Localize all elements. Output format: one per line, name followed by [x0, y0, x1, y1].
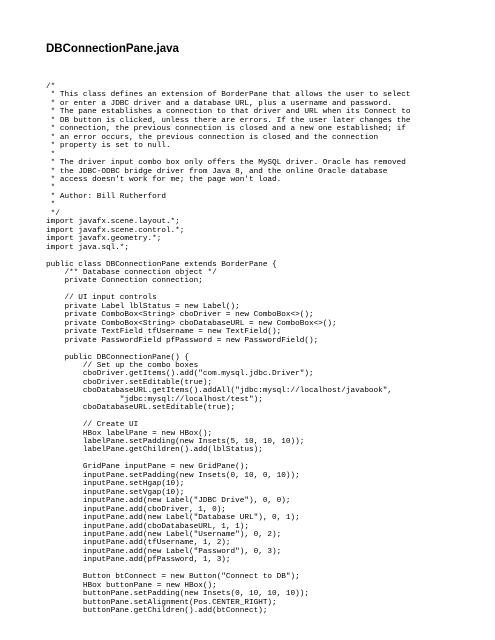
code-line: cboDriver.setEditable(true);: [46, 378, 213, 387]
code-line: import javafx.scene.control.*;: [46, 226, 185, 235]
code-line: HBox labelPane = new HBox();: [46, 429, 213, 438]
code-line: import java.sql.*;: [46, 243, 130, 252]
code-line: [46, 286, 410, 294]
code-line: inputPane.add(tfUsername, 1, 2);: [46, 539, 231, 548]
code-line: [46, 565, 410, 573]
code-line: * Author: Bill Rutherford: [46, 192, 166, 201]
code-line: labelPane.setPadding(new Insets(5, 10, 10, 10));: [46, 438, 305, 447]
code-line: cboDatabaseURL.setEditable(true);: [46, 404, 236, 413]
code-line: private ComboBox<String> cboDatabaseURL = new ComboBox<>();: [46, 319, 337, 328]
code-line: cboDatabaseURL.getItems().addAll("jdbc:mysql://localhost/javabook",: [46, 387, 392, 396]
code-line: inputPane.setVgap(10);: [46, 488, 185, 497]
code-line: inputPane.add(pfPassword, 1, 3);: [46, 556, 231, 565]
code-line: inputPane.setPadding(new Insets(0, 10, 0, 10));: [46, 471, 300, 480]
code-line: inputPane.add(new Label("Password"), 0, 3);: [46, 547, 282, 556]
code-line: cboDriver.getItems().add("com.mysql.jdbc.Driver");: [46, 370, 314, 379]
code-line: [46, 455, 410, 463]
code-line: // UI input controls: [46, 294, 157, 303]
code-line: HBox buttonPane = new HBox();: [46, 581, 217, 590]
code-line: // Create UI: [46, 421, 139, 430]
code-line: labelPane.getChildren().add(lblStatus);: [46, 446, 263, 455]
code-line: * This class defines an extension of BorderPane that allows the user to select: [46, 91, 411, 100]
code-line: import javafx.geometry.*;: [46, 235, 162, 244]
code-line: Button btConnect = new Button("Connect to DB");: [46, 573, 300, 582]
code-line: "jdbc:mysql://localhost/test");: [46, 395, 263, 404]
code-line: private Connection connection;: [46, 277, 203, 286]
code-line: /** Database connection object */: [46, 268, 217, 277]
code-line: * connection, the previous connection is closed and a new one established; if: [46, 125, 406, 134]
code-line: *: [46, 150, 56, 159]
code-line: * the JDBC-ODBC bridge driver from Java 8, and the online Oracle database: [46, 167, 388, 176]
code-line: import javafx.scene.layout.*;: [46, 218, 180, 227]
code-line: [46, 413, 410, 421]
code-line: inputPane.add(new Label("Username"), 0, 2);: [46, 531, 282, 540]
code-line: [46, 345, 410, 353]
code-line: buttonPane.setPadding(new Insets(0, 10, 10, 10));: [46, 590, 309, 599]
code-line: *: [46, 201, 56, 210]
source-code-block: [46, 83, 410, 616]
code-line: inputPane.add(cboDriver, 1, 0);: [46, 505, 226, 514]
code-line: * or enter a JDBC driver and a database URL, plus a username and password.: [46, 99, 392, 108]
code-line: *: [46, 184, 56, 193]
code-line: private ComboBox<String> cboDriver = new ComboBox<>();: [46, 311, 314, 320]
code-line: public class DBConnectionPane extends BorderPane {: [46, 260, 277, 269]
code-line: private Label lblStatus = new Label();: [46, 302, 240, 311]
code-line: [46, 252, 410, 260]
code-line: * The pane establishes a connection to that driver and URL when its Connect to: [46, 108, 411, 117]
code-line: buttonPane.setAlignment(Pos.CENTER_RIGHT);: [46, 598, 277, 607]
code-line: * access doesn't work for me; the page won't load.: [46, 175, 282, 184]
code-line: buttonPane.getChildren().add(btConnect);: [46, 607, 268, 616]
code-line: private TextField tfUsername = new TextField();: [46, 328, 282, 337]
code-line: inputPane.setHgap(10);: [46, 480, 185, 489]
code-line: * an error occurs, the previous connection is closed and the connection: [46, 133, 379, 142]
code-line: */: [46, 209, 60, 218]
code-line: /*: [46, 83, 56, 91]
code-line: inputPane.add(cboDatabaseURL, 1, 1);: [46, 522, 249, 531]
code-line: inputPane.add(new Label("Database URL"), 0, 1);: [46, 514, 300, 523]
code-line: * The driver input combo box only offers the MySQL driver. Oracle has removed: [46, 159, 406, 168]
code-line: * property is set to null.: [46, 142, 171, 151]
code-line: public DBConnectionPane() {: [46, 353, 190, 362]
code-line: GridPane inputPane = new GridPane();: [46, 463, 249, 472]
code-line: * DB button is clicked, unless there are errors. If the user later changes the: [46, 116, 411, 125]
code-line: // Set up the combo boxes: [46, 361, 199, 370]
code-line: inputPane.add(new Label("JDBC Drive"), 0, 0);: [46, 497, 291, 506]
document-title: DBConnectionPane.java: [46, 43, 179, 55]
code-line: private PasswordField pfPassword = new PasswordField();: [46, 336, 319, 345]
